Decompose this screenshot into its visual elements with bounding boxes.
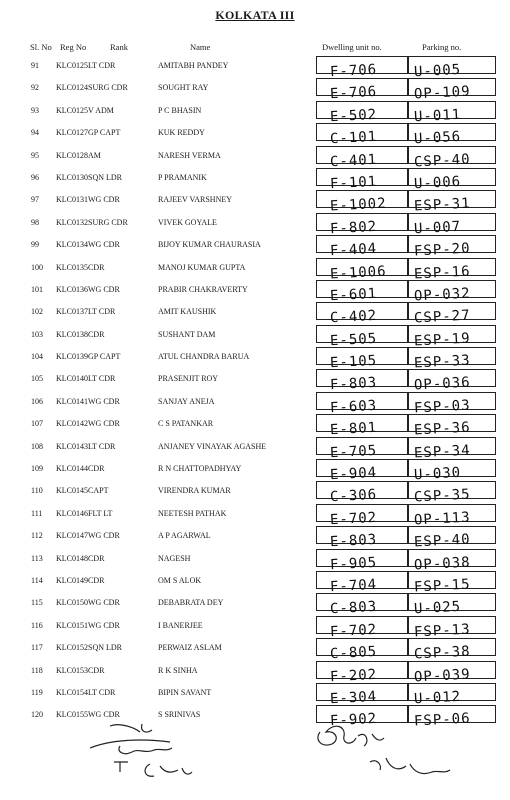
- table-row: [0, 55, 510, 81]
- cell-parking: OP-032: [413, 285, 471, 305]
- cell-sl-no: 113: [31, 553, 43, 563]
- cell-name: BIPIN SAVANT: [158, 687, 212, 697]
- cell-name: SUSHANT DAM: [158, 329, 216, 339]
- cell-dwelling-unit: E-1002: [329, 195, 387, 215]
- cell-dwelling-unit: F-802: [329, 218, 378, 237]
- table-row: [0, 346, 510, 372]
- cell-parking: U-025: [413, 599, 462, 618]
- cell-parking: ESP-36: [413, 419, 471, 439]
- cell-reg-no: KLC0142: [56, 419, 88, 429]
- cell-sl-no: 108: [31, 441, 43, 451]
- cell-reg-no: KLC0150: [56, 598, 88, 608]
- table-row: [0, 324, 510, 350]
- table-row: [0, 525, 510, 551]
- cell-reg-no: KLC0151: [56, 620, 88, 630]
- cell-sl-no: 105: [31, 374, 43, 384]
- cell-dwelling-unit: F-803: [329, 375, 378, 394]
- cell-name: R K SINHA: [158, 665, 198, 675]
- cell-dwelling-unit: F-202: [329, 666, 378, 685]
- cell-reg-no: KLC0146: [56, 508, 88, 518]
- cell-reg-no: KLC0143: [56, 441, 88, 451]
- cell-rank: WG CDR: [88, 710, 120, 720]
- cell-reg-no: KLC0135: [56, 262, 88, 272]
- cell-dwelling-unit: C-803: [329, 599, 378, 618]
- cell-parking: OP-113: [413, 509, 471, 529]
- page-title: KOLKATA III: [215, 8, 295, 22]
- cell-sl-no: 95: [31, 150, 39, 160]
- table-row: [0, 234, 510, 260]
- cell-name: ANJANEY VINAYAK AGASHE: [158, 441, 267, 451]
- cell-rank: LT CDR: [88, 307, 116, 317]
- table-row: [0, 279, 510, 305]
- cell-rank: GP CAPT: [88, 128, 121, 138]
- cell-name: P PRAMANIK: [158, 172, 207, 182]
- signature-left: [80, 718, 230, 788]
- cell-name: I BANERJEE: [158, 620, 203, 630]
- table-row: [0, 480, 510, 506]
- header-sl-no: Sl. No: [30, 42, 52, 52]
- cell-rank: WG CDR: [88, 284, 120, 294]
- cell-reg-no: KLC0125: [56, 61, 88, 70]
- cell-reg-no: KLC0147: [56, 531, 88, 541]
- table-row: [0, 570, 510, 596]
- cell-parking: OP-039: [413, 666, 471, 686]
- cell-parking: OP-036: [413, 374, 471, 394]
- cell-sl-no: 100: [31, 262, 43, 272]
- cell-sl-no: 94: [31, 128, 39, 138]
- table-row: [0, 77, 510, 103]
- cell-parking: FSP-20: [413, 240, 471, 260]
- cell-reg-no: KLC0139: [56, 352, 88, 362]
- header-rank: Rank: [110, 42, 128, 52]
- cell-name: SANJAY ANEJA: [158, 396, 215, 406]
- cell-parking: ESP-16: [413, 263, 471, 282]
- cell-name: S SRINIVAS: [158, 710, 201, 720]
- cell-name: PERWAIZ ASLAM: [158, 643, 222, 653]
- cell-reg-no: KLC0137: [56, 307, 88, 317]
- allotment-table: [0, 55, 510, 730]
- cell-sl-no: 106: [31, 396, 43, 406]
- table-row: [0, 122, 510, 148]
- cell-parking: FSP-06: [413, 710, 471, 730]
- cell-name: A P AGARWAL: [158, 531, 211, 541]
- cell-name: ATUL CHANDRA BARUA: [158, 352, 250, 362]
- cell-dwelling-unit: E-304: [329, 688, 378, 708]
- signature-right: [310, 712, 470, 797]
- table-row: [0, 660, 510, 686]
- table-row: [0, 503, 510, 529]
- cell-dwelling-unit: F-706: [329, 61, 378, 81]
- cell-sl-no: 116: [31, 620, 43, 630]
- cell-rank: WG CDR: [88, 195, 120, 205]
- cell-sl-no: 115: [31, 598, 43, 608]
- cell-name: AMITABH PANDEY: [158, 61, 229, 70]
- cell-parking: FSP-13: [413, 621, 471, 641]
- cell-parking: ESP-33: [413, 352, 471, 372]
- cell-dwelling-unit: C-401: [329, 151, 378, 170]
- header-dwelling-unit: Dwelling unit no.: [322, 42, 382, 52]
- cell-parking: ESP-19: [413, 330, 471, 350]
- cell-name: R N CHATTOPADHYAY: [158, 464, 242, 474]
- cell-rank: SURG CDR: [88, 217, 128, 227]
- cell-sl-no: 104: [31, 352, 43, 362]
- cell-reg-no: KLC0125: [56, 105, 88, 115]
- cell-sl-no: 92: [31, 83, 39, 93]
- cell-sl-no: 101: [31, 284, 43, 294]
- cell-dwelling-unit: F-702: [329, 621, 378, 640]
- cell-parking: ESP-31: [413, 195, 471, 215]
- cell-name: NEETESH PATHAK: [158, 508, 227, 518]
- table-row: [0, 212, 510, 237]
- cell-dwelling-unit: F-902: [329, 711, 378, 730]
- cell-dwelling-unit: E-904: [329, 464, 378, 484]
- cell-dwelling-unit: F-704: [329, 576, 378, 596]
- cell-dwelling-unit: F-101: [329, 173, 378, 193]
- table-row: [0, 301, 510, 327]
- table-row: [0, 100, 510, 126]
- cell-name: SOUGHT RAY: [158, 83, 209, 93]
- cell-name: C S PATANKAR: [158, 419, 214, 429]
- cell-sl-no: 110: [31, 486, 43, 496]
- cell-dwelling-unit: E-505: [329, 330, 378, 349]
- cell-sl-no: 103: [31, 329, 43, 339]
- cell-sl-no: 97: [31, 195, 39, 205]
- cell-dwelling-unit: E-601: [329, 285, 378, 305]
- cell-reg-no: KLC0138: [56, 329, 88, 339]
- cell-dwelling-unit: C-805: [329, 643, 378, 663]
- cell-rank: WG CDR: [88, 531, 120, 541]
- cell-reg-no: KLC0131: [56, 195, 88, 205]
- cell-rank: LT CDR: [88, 374, 116, 384]
- table-row: [0, 436, 510, 462]
- cell-name: DEBABRATA DEY: [158, 598, 224, 608]
- cell-sl-no: 111: [31, 508, 43, 518]
- cell-dwelling-unit: E-705: [329, 442, 378, 461]
- cell-name: VIVEK GOYALE: [158, 217, 217, 227]
- cell-sl-no: 109: [31, 464, 43, 474]
- table-row: [0, 257, 510, 282]
- cell-reg-no: KLC0149: [56, 575, 88, 585]
- cell-parking: ESP-34: [413, 442, 471, 462]
- cell-reg-no: KLC0124: [56, 83, 88, 93]
- cell-dwelling-unit: E-702: [329, 509, 378, 529]
- cell-reg-no: KLC0154: [56, 687, 88, 697]
- cell-parking: U-056: [413, 128, 462, 148]
- cell-name: AMIT KAUSHIK: [158, 307, 217, 317]
- cell-dwelling-unit: E-801: [329, 420, 378, 439]
- cell-dwelling-unit: F-603: [329, 397, 378, 417]
- table-row: [0, 548, 510, 574]
- table-row: [0, 391, 510, 417]
- table-row: [0, 145, 510, 171]
- cell-reg-no: KLC0128: [56, 150, 88, 160]
- cell-rank: SQN LDR: [88, 643, 123, 653]
- cell-name: OM S ALOK: [158, 575, 202, 585]
- cell-parking: CSP-38: [413, 643, 471, 663]
- cell-parking: FSP-15: [413, 576, 471, 596]
- cell-name: VIRENDRA KUMAR: [158, 486, 231, 496]
- cell-dwelling-unit: E-105: [329, 352, 378, 372]
- cell-parking: U-005: [413, 61, 462, 81]
- table-row: [0, 368, 510, 394]
- cell-parking: ESP-40: [413, 531, 471, 551]
- cell-sl-no: 117: [31, 643, 43, 653]
- table-row: [0, 592, 510, 618]
- cell-sl-no: 118: [31, 665, 43, 675]
- cell-rank: WG CDR: [88, 419, 120, 429]
- cell-sl-no: 120: [31, 710, 43, 720]
- cell-rank: CDR: [88, 665, 105, 675]
- cell-reg-no: KLC0127: [56, 128, 88, 138]
- cell-parking: U-007: [413, 218, 462, 237]
- cell-name: PRASENJIT ROY: [158, 374, 219, 384]
- cell-rank: CAPT: [88, 486, 109, 496]
- cell-rank: CDR: [88, 262, 105, 272]
- header-name: Name: [190, 42, 211, 52]
- cell-dwelling-unit: C-101: [329, 128, 378, 148]
- cell-reg-no: KLC0148: [56, 553, 88, 563]
- cell-rank: LT CDR: [88, 61, 116, 70]
- cell-reg-no: KLC0140: [56, 374, 88, 384]
- cell-reg-no: KLC0153: [56, 665, 88, 675]
- cell-parking: U-030: [413, 464, 462, 484]
- cell-rank: WG CDR: [88, 240, 120, 250]
- cell-rank: WG CDR: [88, 620, 120, 630]
- table-row: [0, 189, 510, 215]
- cell-sl-no: 112: [31, 531, 43, 541]
- cell-rank: WG CDR: [88, 598, 120, 608]
- cell-name: NAGESH: [158, 553, 191, 563]
- cell-sl-no: 96: [31, 172, 39, 182]
- cell-rank: LT CDR: [88, 441, 116, 451]
- cell-sl-no: 102: [31, 307, 43, 317]
- cell-rank: SURG CDR: [88, 83, 128, 93]
- cell-reg-no: KLC0145: [56, 486, 88, 496]
- cell-sl-no: 93: [31, 105, 39, 115]
- table-row: [0, 615, 510, 641]
- cell-reg-no: KLC0136: [56, 284, 88, 294]
- cell-sl-no: 107: [31, 419, 43, 429]
- cell-parking: U-006: [413, 173, 462, 193]
- cell-name: RAJEEV VARSHNEY: [158, 195, 233, 205]
- cell-parking: CSP-40: [413, 151, 471, 171]
- cell-sl-no: 99: [31, 240, 39, 250]
- table-row: [0, 167, 510, 193]
- cell-parking: U-011: [413, 106, 462, 126]
- header-parking: Parking no.: [422, 42, 462, 52]
- cell-rank: SQN LDR: [88, 172, 123, 182]
- cell-parking: CSP-35: [413, 486, 471, 506]
- cell-reg-no: KLC0130: [56, 172, 88, 182]
- cell-dwelling-unit: F-404: [329, 240, 378, 260]
- cell-name: BIJOY KUMAR CHAURASIA: [158, 240, 261, 250]
- cell-rank: V ADM: [88, 105, 114, 115]
- cell-rank: AM: [88, 150, 101, 160]
- cell-sl-no: 119: [31, 687, 43, 697]
- cell-rank: FLT LT: [88, 508, 113, 518]
- cell-rank: CDR: [88, 553, 105, 563]
- cell-sl-no: 98: [31, 217, 39, 227]
- table-row: [0, 458, 510, 484]
- cell-reg-no: KLC0152: [56, 643, 88, 653]
- cell-name: P C BHASIN: [158, 105, 202, 115]
- cell-rank: WG CDR: [88, 396, 120, 406]
- cell-sl-no: 114: [31, 575, 43, 585]
- cell-name: NARESH VERMA: [158, 150, 221, 160]
- cell-parking: CSP-27: [413, 307, 471, 327]
- cell-reg-no: KLC0134: [56, 240, 88, 250]
- cell-dwelling-unit: E-502: [329, 106, 378, 126]
- cell-dwelling-unit: E-1006: [329, 263, 387, 282]
- cell-parking: OP-038: [413, 554, 471, 574]
- cell-rank: GP CAPT: [88, 352, 121, 362]
- cell-parking: OP-109: [413, 83, 471, 103]
- cell-rank: LT CDR: [88, 687, 116, 697]
- cell-dwelling-unit: E-706: [329, 84, 378, 103]
- cell-parking: FSP-03: [413, 397, 471, 417]
- cell-parking: U-012: [413, 688, 462, 708]
- cell-rank: CDR: [88, 464, 105, 474]
- cell-reg-no: KLC0141: [56, 396, 88, 406]
- cell-rank: CDR: [88, 329, 105, 339]
- cell-reg-no: KLC0132: [56, 217, 88, 227]
- cell-name: PRABIR CHAKRAVERTY: [158, 284, 248, 294]
- cell-dwelling-unit: E-803: [329, 531, 378, 551]
- cell-rank: CDR: [88, 575, 105, 585]
- table-row: [0, 682, 510, 708]
- header-reg-no: Reg No: [60, 42, 87, 52]
- table-row: [0, 637, 510, 663]
- cell-dwelling-unit: C-306: [329, 487, 378, 506]
- cell-name: KUK REDDY: [158, 128, 205, 138]
- cell-sl-no: 91: [31, 61, 39, 70]
- cell-reg-no: KLC0155: [56, 710, 88, 720]
- column-headers: [0, 42, 510, 54]
- cell-name: MANOJ KUMAR GUPTA: [158, 262, 246, 272]
- cell-dwelling-unit: F-905: [329, 554, 378, 573]
- cell-reg-no: KLC0144: [56, 464, 88, 474]
- cell-dwelling-unit: C-402: [329, 308, 378, 327]
- table-row: [0, 413, 510, 439]
